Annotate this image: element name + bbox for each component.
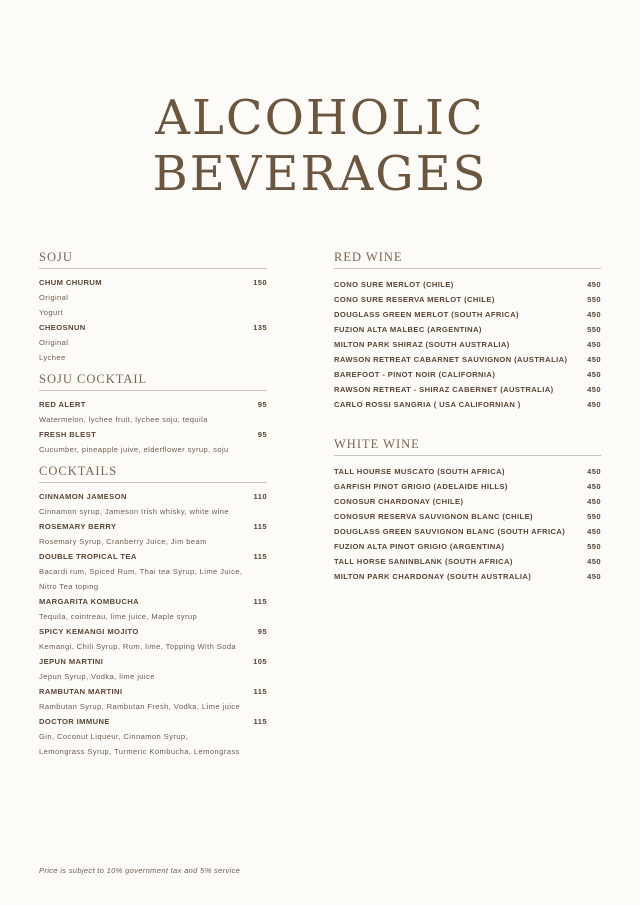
item-name: CARLO ROSSI SANGRIA ( USA CALIFORNIAN ) <box>334 400 521 409</box>
item-name: TALL HORSE SANINBLANK (SOUTH AFRICA) <box>334 557 513 566</box>
menu-item <box>39 320 267 335</box>
section-title: RED WINE <box>334 250 601 269</box>
item-description: Watermelon, lychee fruit, lychee soju, tequila <box>39 415 208 424</box>
item-name: FRESH BLEST <box>39 430 97 439</box>
left-column <box>39 250 267 759</box>
item-price: 115 <box>253 687 267 696</box>
item-description: Jepun Syrup, Vodka, lime juice <box>39 672 155 681</box>
menu-item <box>39 519 267 534</box>
item-price: 450 <box>587 355 601 364</box>
item-name: MARGARITA KOMBUCHA <box>39 597 140 606</box>
item-description: Lemongrass Syrup, Turmeric Kombucha, Lemongrass <box>39 747 240 756</box>
item-price: 450 <box>587 340 601 349</box>
item-price: 115 <box>253 717 267 726</box>
item-price: 450 <box>587 370 601 379</box>
item-name: DOUBLE TROPICAL TEA <box>39 552 137 561</box>
item-description: Bacardi rum, Spiced Rum, Thai tea Syrup, Lime Juice, <box>39 567 243 576</box>
item-name: DOCTOR IMMUNE <box>39 717 110 726</box>
item-description: Kemangi, Chili Syrup, Rum, lime, Topping With Soda <box>39 642 237 651</box>
item-name: CONO SURE MERLOT (CHILE) <box>334 280 454 289</box>
menu-item <box>334 464 601 479</box>
item-name: CINNAMON JAMESON <box>39 492 127 501</box>
item-name: CHEOSNUN <box>39 323 86 332</box>
menu-item <box>334 277 601 292</box>
item-name: ROSEMARY BERRY <box>39 522 117 531</box>
item-price: 550 <box>587 542 601 551</box>
menu-item <box>334 292 601 307</box>
red-wine-section <box>334 250 601 412</box>
footer-note: Price is subject to 10% government tax and 5% service <box>39 866 241 875</box>
item-name: GARFISH PINOT GRIGIO (ADELAIDE HILLS) <box>334 482 508 491</box>
item-list <box>39 397 267 457</box>
cocktails-section <box>39 464 267 759</box>
item-description: Cucumber, pineapple juive, elderflower syrup, soju <box>39 445 229 454</box>
page-title <box>0 90 640 202</box>
menu-item <box>39 275 267 290</box>
menu-item <box>334 494 601 509</box>
item-price: 550 <box>587 512 601 521</box>
item-description: Rosemary Syrup, Cranberry Juice, Jim beam <box>39 537 207 546</box>
white-wine-section <box>334 437 601 584</box>
item-price: 450 <box>587 385 601 394</box>
item-price: 450 <box>587 400 601 409</box>
item-description: Cinnamon syrup, Jameson Irish whisky, white wine <box>39 507 229 516</box>
item-name: FUZION ALTA MALBEC (ARGENTINA) <box>334 325 482 334</box>
menu-item <box>39 549 267 564</box>
section-title: SOJU COCKTAIL <box>39 372 267 391</box>
item-price: 450 <box>587 572 601 581</box>
item-price: 115 <box>253 522 267 531</box>
item-name: RED ALERT <box>39 400 86 409</box>
item-list <box>39 489 267 759</box>
item-name: MILTON PARK CHARDONAY (SOUTH AUSTRALIA) <box>334 572 532 581</box>
item-name: CHUM CHURUM <box>39 278 103 287</box>
item-name: FUZION ALTA PINOT GRIGIO (ARGENTINA) <box>334 542 505 551</box>
item-description: Nitro Tea toping <box>39 582 99 591</box>
menu-item <box>39 397 267 412</box>
item-name: SPICY KEMANGI MOJITO <box>39 627 139 636</box>
item-description: Gin, Coconut Liqueur, Cinnamon Syrup, <box>39 732 189 741</box>
menu-item <box>39 654 267 669</box>
menu-item <box>39 714 267 729</box>
soju-section <box>39 250 267 365</box>
item-price: 150 <box>253 278 267 287</box>
item-price: 450 <box>587 557 601 566</box>
item-option: Original <box>39 338 69 347</box>
item-price: 550 <box>587 295 601 304</box>
menu-item <box>334 569 601 584</box>
menu-item <box>39 624 267 639</box>
item-description: Tequila, cointreau, lime juice, Maple syrup <box>39 612 198 621</box>
item-price: 110 <box>253 492 267 501</box>
item-name: JEPUN MARTINI <box>39 657 104 666</box>
item-price: 95 <box>257 627 267 636</box>
item-price: 105 <box>253 657 267 666</box>
item-option: Original <box>39 293 69 302</box>
item-description: Rambutan Syrup, Rambutan Fresh, Vodka, Lime juice <box>39 702 241 711</box>
item-name: RAMBUTAN MARTINI <box>39 687 123 696</box>
item-price: 135 <box>253 323 267 332</box>
item-name: RAWSON RETREAT - SHIRAZ CABERNET (AUSTRALIA) <box>334 385 554 394</box>
item-option: Lychee <box>39 353 66 362</box>
menu-item <box>334 397 601 412</box>
right-column <box>334 250 601 584</box>
menu-item <box>334 539 601 554</box>
menu-item <box>334 322 601 337</box>
menu-item <box>39 594 267 609</box>
item-price: 450 <box>587 280 601 289</box>
menu-item <box>334 382 601 397</box>
item-name: RAWSON RETREAT CABARNET SAUVIGNON (AUSTRALIA) <box>334 355 568 364</box>
item-name: CONOSUR CHARDONAY (CHILE) <box>334 497 464 506</box>
menu-item <box>334 509 601 524</box>
item-price: 95 <box>257 400 267 409</box>
item-price: 450 <box>587 527 601 536</box>
item-name: MILTON PARK SHIRAZ (SOUTH AUSTRALIA) <box>334 340 510 349</box>
item-list <box>334 464 601 584</box>
item-price: 550 <box>587 325 601 334</box>
item-option: Yogurt <box>39 308 64 317</box>
item-list <box>334 277 601 412</box>
menu-item <box>334 337 601 352</box>
menu-item <box>39 489 267 504</box>
item-price: 450 <box>587 497 601 506</box>
menu-item <box>334 367 601 382</box>
menu-item <box>334 352 601 367</box>
item-price: 450 <box>587 310 601 319</box>
item-price: 95 <box>257 430 267 439</box>
item-price: 115 <box>253 597 267 606</box>
menu-item <box>334 524 601 539</box>
section-title: COCKTAILS <box>39 464 267 483</box>
section-title: WHITE WINE <box>334 437 601 456</box>
item-price: 450 <box>587 482 601 491</box>
item-list <box>39 275 267 365</box>
item-name: CONO SURE RESERVA MERLOT (CHILE) <box>334 295 495 304</box>
item-price: 115 <box>253 552 267 561</box>
item-name: CONOSUR RESERVA SAUVIGNON BLANC (CHILE) <box>334 512 533 521</box>
menu-item <box>334 554 601 569</box>
title-line-1: ALCOHOLIC <box>155 90 485 146</box>
soju-cocktail-section <box>39 372 267 457</box>
title-line-2: BEVERAGES <box>152 146 488 202</box>
menu-item <box>334 479 601 494</box>
item-price: 450 <box>587 467 601 476</box>
menu-item <box>39 427 267 442</box>
item-name: BAREFOOT - PINOT NOIR (CALIFORNIA) <box>334 370 496 379</box>
item-name: TALL HOURSE MUSCATO (SOUTH AFRICA) <box>334 467 505 476</box>
menu-item <box>39 684 267 699</box>
item-name: DOUGLASS GREEN MERLOT (SOUTH AFRICA) <box>334 310 519 319</box>
menu-item <box>334 307 601 322</box>
section-title: SOJU <box>39 250 267 269</box>
item-name: DOUGLASS GREEN SAUVIGNON BLANC (SOUTH AFRICA) <box>334 527 566 536</box>
